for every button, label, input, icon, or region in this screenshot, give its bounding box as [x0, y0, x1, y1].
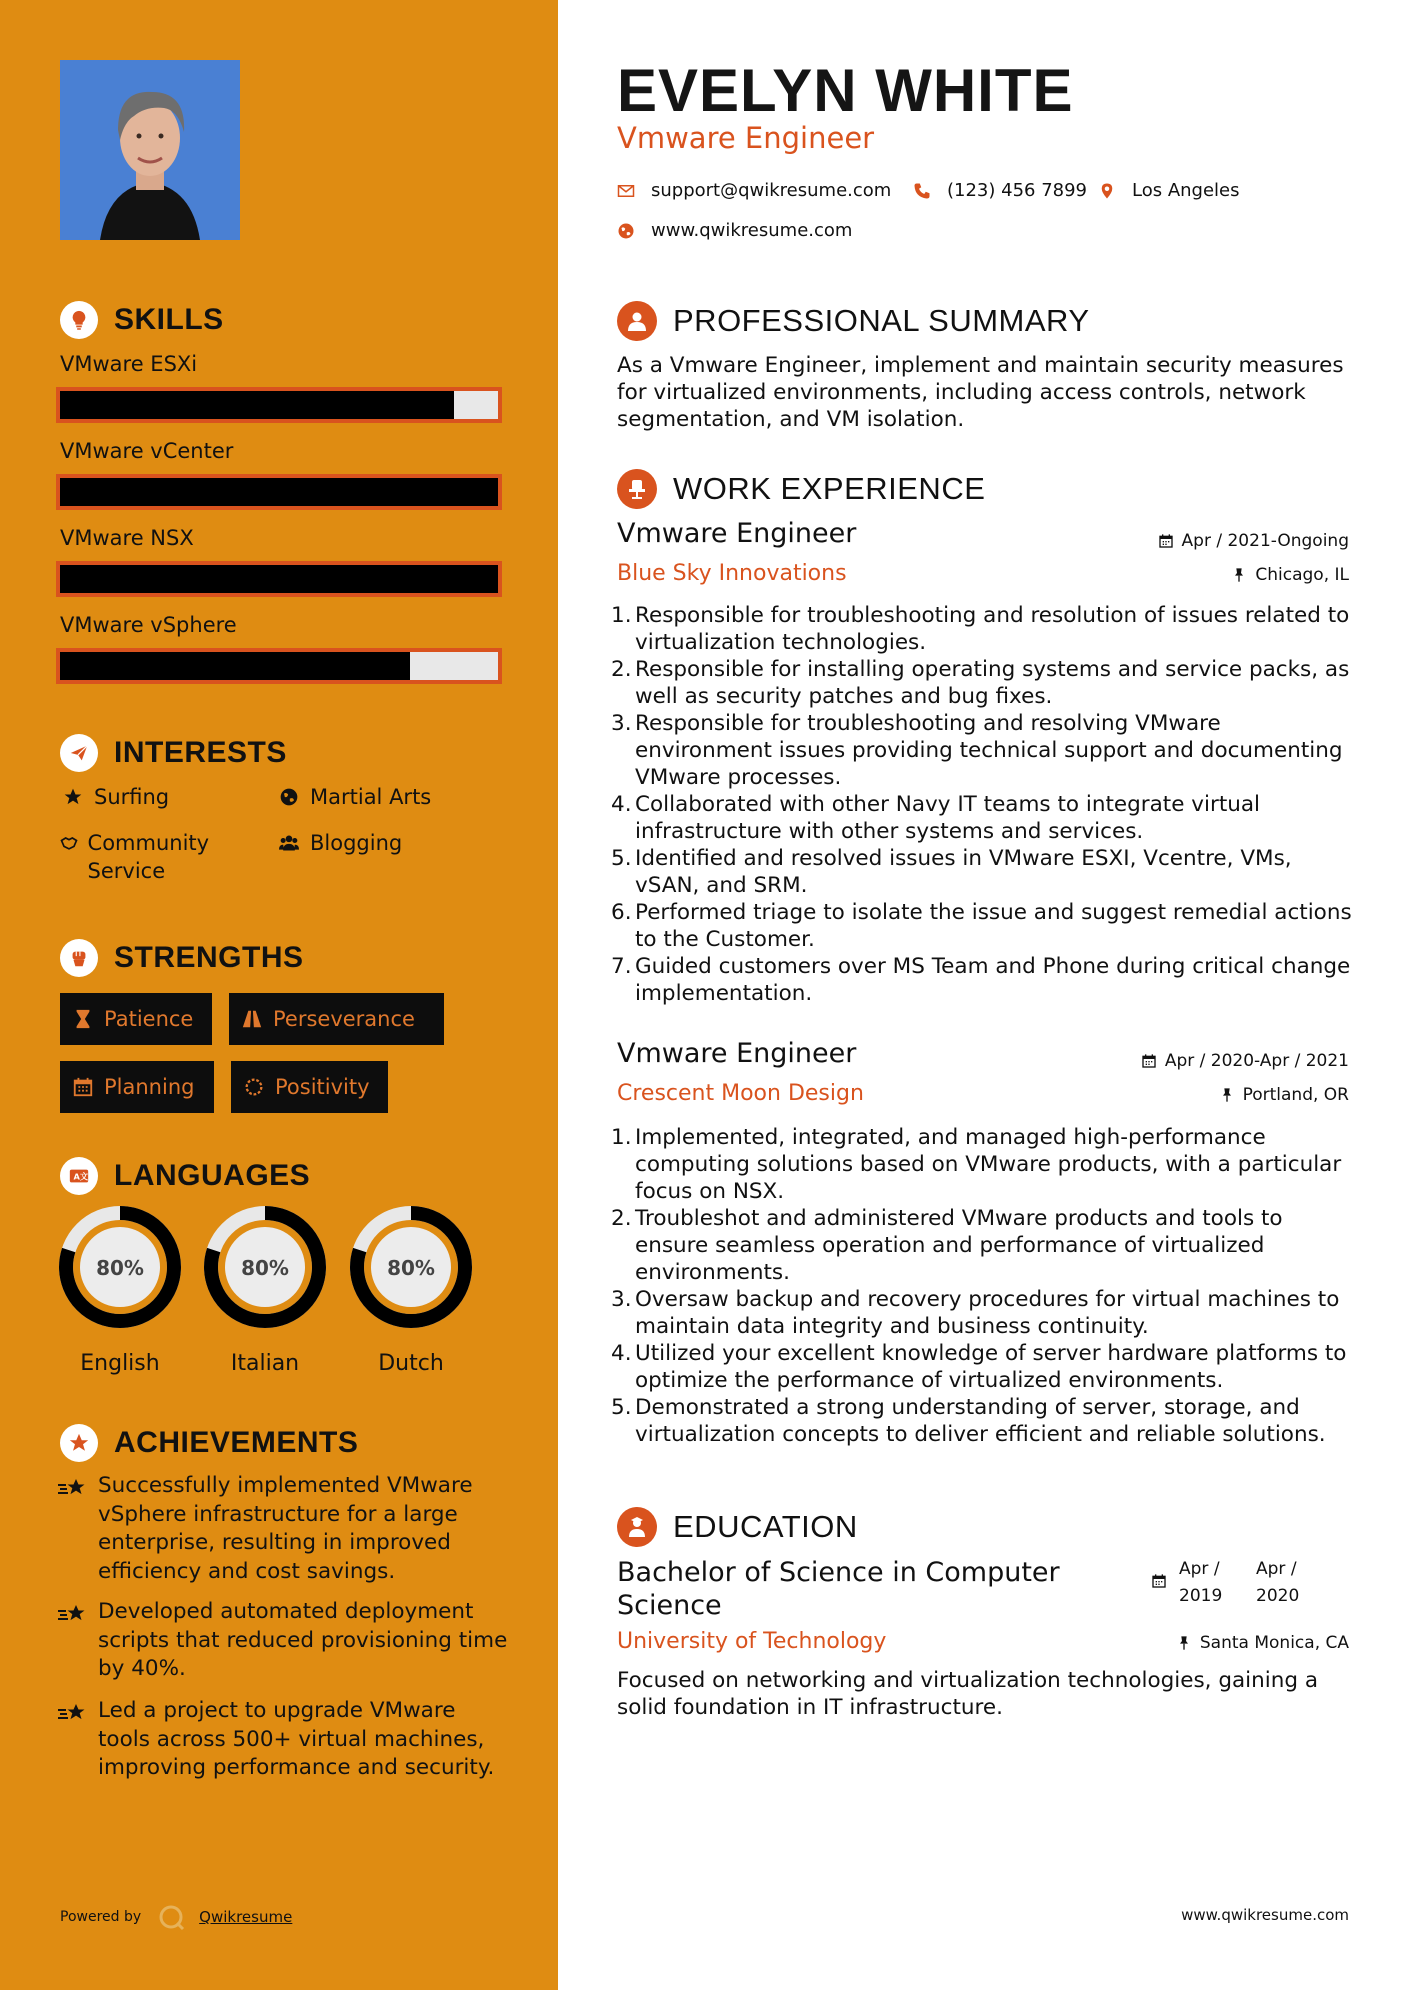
list-item: Implemented, integrated, and managed high-performance computing solutions based on VMware products, with a particular focus on NSX. [635, 1125, 1342, 1204]
shooting-star-icon [58, 1697, 98, 1734]
calendar-icon [1151, 1573, 1167, 1589]
job-title: Vmware Engineer [617, 121, 875, 155]
education-description: Focused on networking and virtualization technologies, gaining a solid foundation in IT infrastructure. [617, 1668, 1319, 1720]
globe-icon [276, 783, 302, 807]
education-location: Santa Monica, CA [1176, 1633, 1349, 1653]
language-name: Italian [230, 1351, 300, 1376]
language-name: Dutch [378, 1351, 444, 1376]
achievement-item: Successfully implemented VMware vSphere infrastructure for a large enterprise, resulting in improved efficiency and cost savings. [58, 1472, 508, 1586]
education-degree: Bachelor of Science in Computer Science [617, 1557, 1060, 1621]
summary-heading: PROFESSIONAL SUMMARY [617, 299, 1090, 343]
skill-bar-fill [60, 391, 454, 419]
hourglass-icon [72, 1008, 94, 1030]
skill-label: VMware vCenter [60, 439, 234, 463]
strength-tag: Planning [60, 1061, 214, 1113]
education-school: University of Technology [617, 1629, 887, 1654]
language-item [349, 1205, 473, 1376]
strength-tag: Patience [60, 993, 212, 1045]
achievement-item: Led a project to upgrade VMware tools across 500+ virtual machines, improving performance and security. [58, 1697, 508, 1783]
pushpin-icon [1231, 567, 1247, 583]
strength-tag: Perseverance [229, 993, 444, 1045]
contact-email[interactable]: support@qwikresume.com [617, 180, 891, 201]
job-company: Blue Sky Innovations [617, 561, 847, 586]
job-duties [617, 1124, 1357, 1448]
list-item: Responsible for troubleshooting and resolution of issues related to virtualization technologies. [635, 603, 1350, 655]
envelope-icon [617, 182, 635, 200]
list-item: Performed triage to isolate the issue and suggest remedial actions to the Customer. [635, 900, 1352, 952]
shooting-star-icon [58, 1598, 98, 1635]
skill-bar-fill [60, 478, 498, 506]
footer-url[interactable]: www.qwikresume.com [1181, 1906, 1349, 1924]
road-icon [241, 1008, 263, 1030]
profile-photo [60, 60, 240, 240]
skill-label: VMware vSphere [60, 613, 237, 637]
pushpin-icon [1176, 1635, 1192, 1651]
list-item: Troubleshot and administered VMware products and tools to ensure seamless operation and performance of virtualized environments. [635, 1206, 1283, 1285]
summary-text: As a Vmware Engineer, implement and maintain security measures for virtualized environments, including access controls, network segmentation, and VM isolation. [617, 353, 1344, 432]
experience-heading: WORK EXPERIENCE [617, 467, 985, 511]
interest-item: Blogging [276, 829, 402, 857]
skill-bar [56, 387, 502, 423]
list-item: Demonstrated a strong understanding of server, storage, and virtualization concepts to deliver efficient and reliable solutions. [635, 1395, 1326, 1447]
interest-item: Community Service [58, 829, 258, 885]
interest-item: Martial Arts [276, 783, 431, 811]
language-percent: 80% [241, 1256, 289, 1280]
skill-bar [56, 561, 502, 597]
calendar-icon [72, 1076, 94, 1098]
person-name: EVELYN WHITE [617, 57, 1074, 124]
users-icon [276, 829, 302, 853]
skill-label: VMware NSX [60, 526, 194, 550]
skill-bar-fill [60, 565, 498, 593]
language-icon [60, 1157, 98, 1195]
qwikresume-link[interactable]: Qwikresume [199, 1908, 293, 1926]
contact-location: Los Angeles [1098, 180, 1240, 201]
education-heading: EDUCATION [617, 1505, 858, 1549]
star-badge-icon [60, 1424, 98, 1462]
job-location: Chicago, IL [1231, 565, 1349, 585]
contact-website[interactable]: www.qwikresume.com [617, 220, 852, 241]
skill-bar [56, 648, 502, 684]
graduation-icon [617, 1507, 657, 1547]
job-location: Portland, OR [1219, 1085, 1349, 1105]
job-role: Vmware Engineer [617, 518, 857, 549]
job-duties [617, 602, 1357, 1007]
calendar-icon [1141, 1053, 1157, 1069]
list-item: Responsible for troubleshooting and resolving VMware environment issues providing technical support and documenting VMware processes. [635, 711, 1343, 790]
education-start-date: Apr / 2019 [1179, 1559, 1223, 1606]
language-ring [349, 1205, 473, 1329]
languages-heading: A 文 LANGUAGES [60, 1154, 310, 1198]
interest-item: Surfing [60, 783, 169, 811]
job-company: Crescent Moon Design [617, 1081, 864, 1106]
list-item: Collaborated with other Navy IT teams to integrate virtual infrastructure with other systems and services. [635, 792, 1261, 844]
language-name: English [80, 1351, 160, 1376]
paper-plane-icon [60, 734, 98, 772]
user-icon [617, 301, 657, 341]
map-marker-icon [1098, 182, 1116, 200]
list-item: Identified and resolved issues in VMware ESXI, Vcentre, VMs, vSAN, and SRM. [635, 846, 1292, 898]
skill-bar [56, 474, 502, 510]
lightbulb-icon [60, 301, 98, 339]
language-ring [203, 1205, 327, 1329]
office-chair-icon [617, 469, 657, 509]
achievements-heading: ACHIEVEMENTS [60, 1421, 358, 1465]
strength-tag: Positivity [231, 1061, 388, 1113]
skill-bar-fill [60, 652, 410, 680]
language-percent: 80% [96, 1256, 144, 1280]
svg-text:文: 文 [79, 1171, 89, 1182]
phone-icon [913, 182, 931, 200]
skill-label: VMware ESXi [60, 352, 198, 376]
skills-heading: SKILLS [60, 298, 224, 342]
sidebar [0, 0, 558, 1990]
star-icon [60, 783, 86, 807]
powered-by: Powered by Qwikresume [60, 1903, 292, 1931]
job-role: Vmware Engineer [617, 1038, 857, 1069]
spinner-icon [243, 1076, 265, 1098]
handshake-icon [58, 829, 80, 853]
globe-icon [617, 222, 635, 240]
shooting-star-icon [58, 1472, 98, 1509]
svg-text:A: A [73, 1171, 81, 1182]
achievement-item: Developed automated deployment scripts that reduced provisioning time by 40%. [58, 1598, 508, 1684]
language-item [203, 1205, 327, 1376]
education-end-date: Apr / 2020 [1256, 1559, 1300, 1606]
calendar-icon [1158, 533, 1174, 549]
education-calendar [1151, 1573, 1175, 1589]
interests-heading: INTERESTS [60, 731, 287, 775]
language-ring [58, 1205, 182, 1329]
fist-icon [60, 939, 98, 977]
contact-phone[interactable]: (123) 456 7899 [913, 180, 1087, 201]
qwikresume-logo-icon [157, 1903, 185, 1931]
language-percent: 80% [387, 1256, 435, 1280]
list-item: Responsible for installing operating systems and service packs, as well as security patches and bug fixes. [635, 657, 1350, 709]
pushpin-icon [1219, 1087, 1235, 1103]
job-dates: Apr / 2021-Ongoing [1158, 531, 1349, 551]
strengths-heading: STRENGTHS [60, 936, 304, 980]
language-item [58, 1205, 182, 1376]
list-item: Guided customers over MS Team and Phone during critical change implementation. [635, 954, 1351, 1006]
list-item: Utilized your excellent knowledge of server hardware platforms to optimize the performance of virtualized environments. [635, 1341, 1347, 1393]
list-item: Oversaw backup and recovery procedures for virtual machines to maintain data integrity and business continuity. [635, 1287, 1340, 1339]
job-dates: Apr / 2020-Apr / 2021 [1141, 1051, 1349, 1071]
